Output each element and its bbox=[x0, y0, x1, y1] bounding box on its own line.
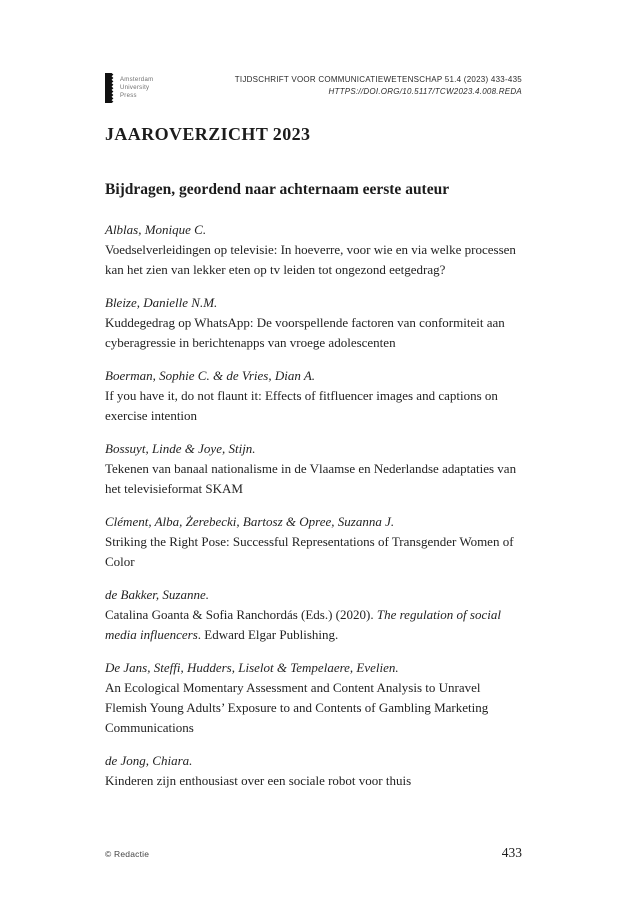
header-citation-block bbox=[235, 72, 522, 98]
entry-title-segment: Catalina Goanta & Sofia Ranchordás (Eds.) (2020). bbox=[105, 607, 377, 622]
entry-authors: Bossuyt, Linde & Joye, Stijn. bbox=[105, 441, 256, 456]
bibliography-entry bbox=[105, 658, 522, 738]
entry-title-segment: Voedselverleidingen op televisie: In hoeverre, voor wie en via welke processen kan het zien van lekker eten op tv leiden tot ongezond eetgedrag? bbox=[105, 242, 516, 277]
publisher-name-line2: University bbox=[120, 85, 150, 91]
aup-logo-mark bbox=[105, 73, 114, 103]
entry-title-segment: Striking the Right Pose: Successful Representations of Transgender Women of Color bbox=[105, 534, 514, 569]
entry-title bbox=[105, 386, 522, 426]
entry-title bbox=[105, 605, 522, 645]
entry-title bbox=[105, 532, 522, 572]
entry-title bbox=[105, 771, 522, 791]
page-footer bbox=[105, 845, 522, 861]
entry-title-segment: If you have it, do not flaunt it: Effects of fitfluencer images and captions on exercise intention bbox=[105, 388, 498, 423]
publisher-name-line1: Amsterdam bbox=[120, 77, 154, 83]
bibliography-entry bbox=[105, 220, 522, 280]
entry-title-segment: An Ecological Momentary Assessment and Content Analysis to Unravel Flemish Young Adults’ Exposure to and Contents of Gambling Marketing Communications bbox=[105, 680, 489, 735]
bibliography-entry bbox=[105, 439, 522, 499]
entry-title-segment: Kinderen zijn enthousiast over een sociale robot voor thuis bbox=[105, 773, 412, 788]
entry-title-italic-segment: The regulation of social media influencers bbox=[105, 607, 501, 642]
bibliography-entry bbox=[105, 512, 522, 572]
copyright-notice: © Redactie bbox=[105, 849, 150, 859]
entry-authors: de Jong, Chiara. bbox=[105, 753, 193, 768]
entry-title-segment: . Edward Elgar Publishing. bbox=[197, 627, 339, 642]
page-number: 433 bbox=[501, 845, 522, 860]
page-title: JAAROVERZICHT 2023 bbox=[105, 124, 311, 144]
entry-authors: de Bakker, Suzanne. bbox=[105, 587, 209, 602]
bibliography-entry bbox=[105, 751, 522, 791]
entry-authors: Bleize, Danielle N.M. bbox=[105, 295, 218, 310]
entry-title bbox=[105, 240, 522, 280]
publisher-name-line3: Press bbox=[120, 93, 137, 99]
publisher-name bbox=[120, 73, 153, 100]
entry-authors: Boerman, Sophie C. & de Vries, Dian A. bbox=[105, 368, 316, 383]
entry-title bbox=[105, 459, 522, 499]
entry-authors: Clément, Alba, Żerebecki, Bartosz & Opree, Suzanna J. bbox=[105, 514, 395, 529]
bibliography-entry bbox=[105, 293, 522, 353]
section-title: Bijdragen, geordend naar achternaam eerste auteur bbox=[105, 181, 450, 198]
journal-citation: TIJDSCHRIFT VOOR COMMUNICATIEWETENSCHAP 51.4 (2023) 433-435 bbox=[234, 75, 522, 84]
entry-authors: De Jans, Steffi, Hudders, Liselot & Tempelaere, Evelien. bbox=[105, 660, 399, 675]
entry-title bbox=[105, 678, 522, 738]
doi-text: HTTPS://DOI.ORG/10.5117/TCW2023.4.008.REDA bbox=[328, 87, 522, 96]
entry-title-segment: Tekenen van banaal nationalisme in de Vlaamse en Nederlandse adaptaties van het televisieformat SKAM bbox=[105, 461, 517, 496]
page-header bbox=[105, 72, 522, 103]
entries-list bbox=[105, 220, 522, 791]
entry-authors: Alblas, Monique C. bbox=[105, 222, 207, 237]
entry-title-segment: Kuddegedrag op WhatsApp: De voorspellende factoren van conformiteit aan cyberagressie in berichtenapps van vroege adolescenten bbox=[105, 315, 505, 350]
bibliography-entry bbox=[105, 585, 522, 645]
entry-title bbox=[105, 313, 522, 353]
bibliography-entry bbox=[105, 366, 522, 426]
publisher-logo bbox=[105, 72, 153, 103]
